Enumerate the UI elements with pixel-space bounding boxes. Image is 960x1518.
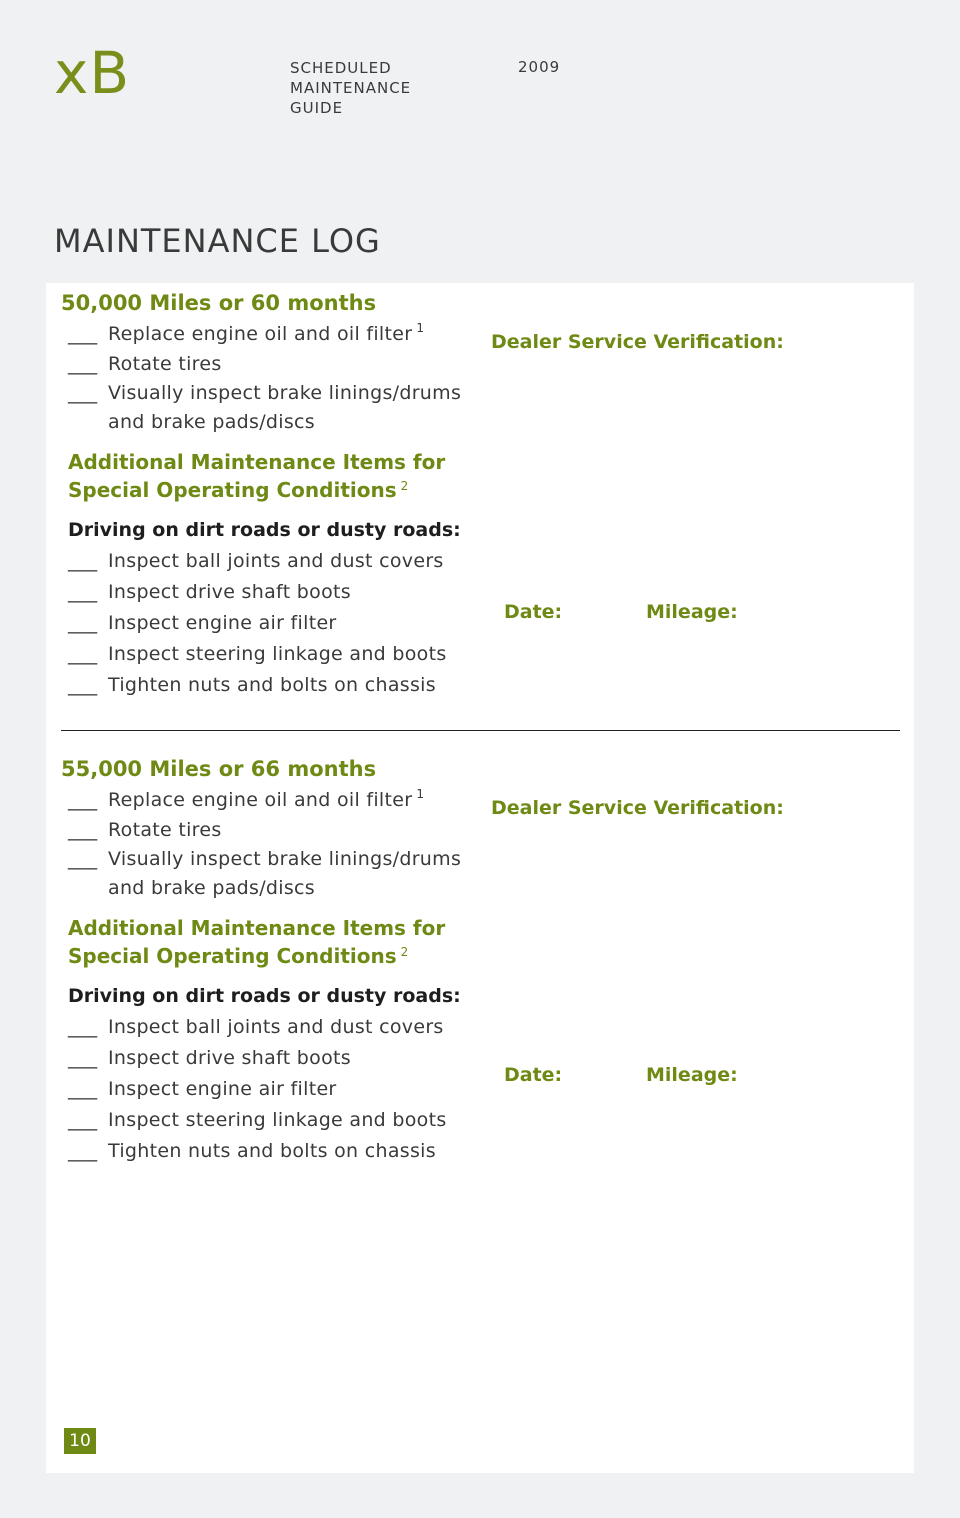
checkbox-blank[interactable]: ___ — [68, 1109, 98, 1131]
additional-title-line: Special Operating Conditions — [68, 944, 397, 968]
item-text: Rotate tires — [108, 353, 222, 375]
section-title: 50,000 Miles or 60 months — [61, 291, 377, 315]
mileage-label: Mileage: — [646, 1064, 738, 1086]
item-text: Tighten nuts and bolts on chassis — [108, 1140, 436, 1162]
item-text: Tighten nuts and bolts on chassis — [108, 674, 436, 696]
checkbox-blank[interactable]: ___ — [68, 1078, 98, 1100]
checklist-item — [68, 815, 488, 845]
item-text: Inspect drive shaft boots — [108, 1047, 351, 1069]
footnote-ref: 2 — [400, 945, 409, 959]
item-text: Visually inspect brake linings/drums — [108, 848, 462, 870]
condition-title: Driving on dirt roads or dusty roads: — [68, 519, 461, 541]
item-continuation: and brake pads/discs — [108, 411, 316, 433]
item-text: Visually inspect brake linings/drums — [108, 382, 462, 404]
checklist-item — [68, 546, 488, 577]
year-label: 2009 — [518, 58, 561, 76]
checkbox-blank[interactable]: ___ — [68, 848, 98, 870]
date-label: Date: — [504, 601, 563, 623]
item-text: Replace engine oil and oil filter — [108, 323, 413, 345]
section-title: 55,000 Miles or 66 months — [61, 757, 377, 781]
guide-line: GUIDE — [290, 99, 344, 117]
brand-logo: xB — [54, 39, 131, 107]
mileage-label: Mileage: — [646, 601, 738, 623]
checkbox-blank[interactable]: ___ — [68, 674, 98, 696]
footnote-ref: 1 — [416, 321, 425, 335]
section-divider — [61, 730, 900, 731]
item-text: Inspect ball joints and dust covers — [108, 1016, 444, 1038]
maintenance-section-50000 — [46, 283, 914, 730]
condition-title: Driving on dirt roads or dusty roads: — [68, 985, 461, 1007]
maintenance-section-55000 — [46, 749, 914, 1189]
checkbox-blank[interactable]: ___ — [68, 382, 98, 404]
additional-items-title — [68, 914, 488, 970]
checklist-item — [68, 1012, 488, 1043]
item-text: Inspect steering linkage and boots — [108, 1109, 447, 1131]
maintenance-log-panel — [46, 283, 914, 1473]
additional-title-line: Additional Maintenance Items for — [68, 916, 446, 940]
additional-title-line: Special Operating Conditions — [68, 478, 397, 502]
checklist-item — [68, 608, 488, 639]
checklist-item — [68, 1136, 488, 1167]
checklist — [68, 785, 488, 903]
checkbox-blank[interactable]: ___ — [68, 789, 98, 811]
item-text: Rotate tires — [108, 819, 222, 841]
checkbox-blank[interactable]: ___ — [68, 819, 98, 841]
condition-checklist — [68, 546, 488, 701]
checklist-item — [68, 1043, 488, 1074]
checkbox-blank[interactable]: ___ — [68, 353, 98, 375]
checklist-item — [68, 379, 488, 408]
checklist — [68, 319, 488, 437]
checklist-item — [68, 785, 488, 815]
item-text: Replace engine oil and oil filter — [108, 789, 413, 811]
checkbox-blank[interactable]: ___ — [68, 581, 98, 603]
date-label: Date: — [504, 1064, 563, 1086]
guide-label — [290, 58, 411, 118]
page-number-badge: 10 — [64, 1428, 96, 1454]
page-title: MAINTENANCE LOG — [54, 222, 381, 260]
additional-items-title — [68, 448, 488, 504]
checkbox-blank[interactable]: ___ — [68, 550, 98, 572]
item-text: Inspect steering linkage and boots — [108, 643, 447, 665]
checkbox-blank[interactable]: ___ — [68, 1140, 98, 1162]
guide-line: MAINTENANCE — [290, 79, 412, 97]
checklist-item — [68, 1074, 488, 1105]
checkbox-blank[interactable]: ___ — [68, 323, 98, 345]
checklist-item — [68, 577, 488, 608]
checklist-item — [68, 639, 488, 670]
guide-line: SCHEDULED — [290, 59, 392, 77]
dealer-verification-label: Dealer Service Verification: — [491, 331, 784, 353]
item-text: Inspect drive shaft boots — [108, 581, 351, 603]
checklist-item — [68, 1105, 488, 1136]
item-text: Inspect engine air filter — [108, 1078, 337, 1100]
item-text: Inspect engine air filter — [108, 612, 337, 634]
item-continuation: and brake pads/discs — [108, 877, 316, 899]
condition-checklist — [68, 1012, 488, 1167]
dealer-verification-label: Dealer Service Verification: — [491, 797, 784, 819]
checklist-item — [68, 670, 488, 701]
checkbox-blank[interactable]: ___ — [68, 1016, 98, 1038]
checklist-item — [68, 319, 488, 349]
footnote-ref: 1 — [416, 787, 425, 801]
checklist-item — [68, 845, 488, 874]
item-text: Inspect ball joints and dust covers — [108, 550, 444, 572]
checklist-item — [68, 349, 488, 379]
checkbox-blank[interactable]: ___ — [68, 612, 98, 634]
checkbox-blank[interactable]: ___ — [68, 643, 98, 665]
additional-title-line: Additional Maintenance Items for — [68, 450, 446, 474]
footnote-ref: 2 — [400, 479, 409, 493]
checkbox-blank[interactable]: ___ — [68, 1047, 98, 1069]
